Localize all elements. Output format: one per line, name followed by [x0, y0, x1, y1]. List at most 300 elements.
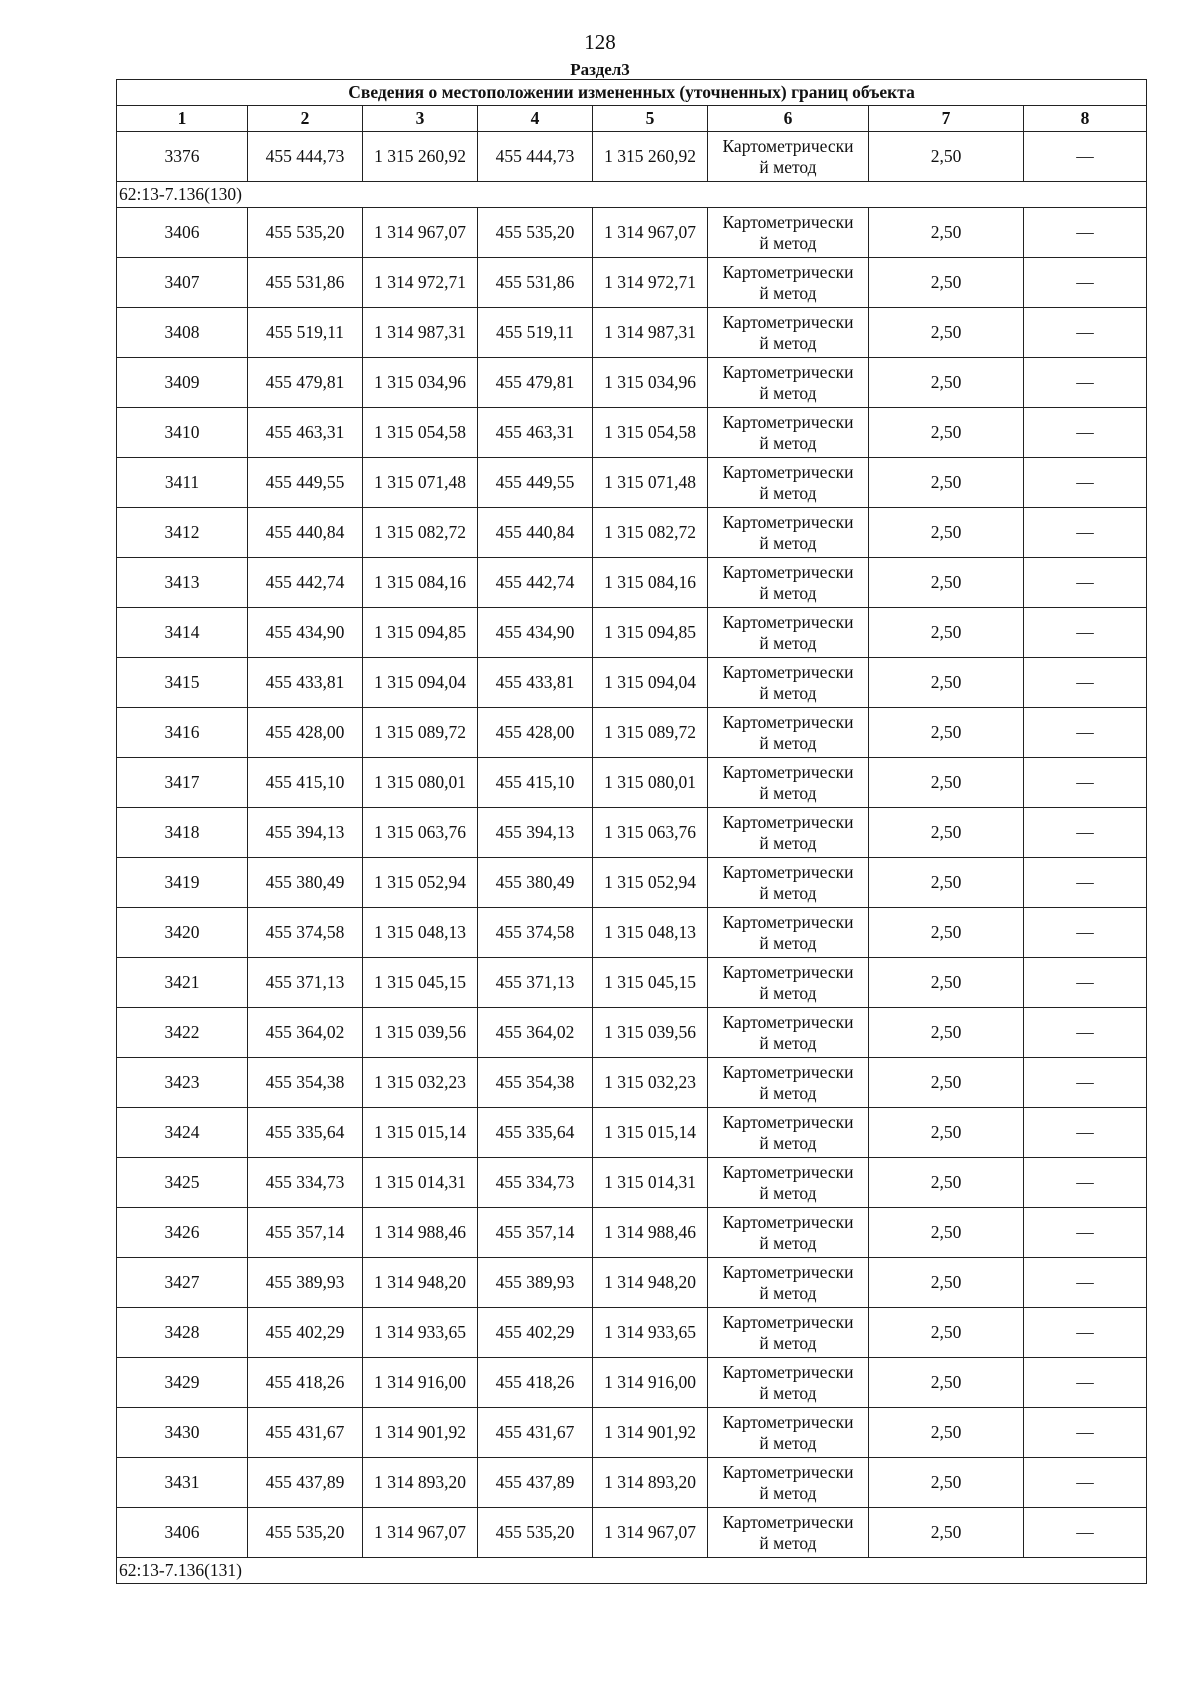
method-line-1: Картометрически — [722, 211, 854, 232]
method-line-1: Картометрически — [722, 1461, 854, 1482]
method-line-2: й метод — [759, 682, 817, 703]
method-line-1: Картометрически — [722, 611, 854, 632]
precision: 2,50 — [869, 1108, 1024, 1158]
y-new: 1 314 901,92 — [593, 1408, 708, 1458]
y-new: 1 315 094,04 — [593, 658, 708, 708]
y-old: 1 315 071,48 — [363, 458, 478, 508]
description-dash: — — [1024, 208, 1147, 258]
method-cell — [708, 1108, 869, 1158]
method-line-2: й метод — [759, 732, 817, 753]
method-cell — [708, 608, 869, 658]
description-dash: — — [1024, 258, 1147, 308]
point-number: 3419 — [117, 858, 248, 908]
method-line-1: Картометрически — [722, 911, 854, 932]
point-number: 3430 — [117, 1408, 248, 1458]
precision: 2,50 — [869, 458, 1024, 508]
method-line-2: й метод — [759, 1482, 817, 1503]
y-old: 1 314 967,07 — [363, 208, 478, 258]
precision: 2,50 — [869, 658, 1024, 708]
y-old: 1 315 089,72 — [363, 708, 478, 758]
x-new: 455 437,89 — [478, 1458, 593, 1508]
table-row — [117, 308, 1147, 358]
point-number: 3412 — [117, 508, 248, 558]
method-line-2: й метод — [759, 932, 817, 953]
method-cell — [708, 558, 869, 608]
method-line-2: й метод — [759, 632, 817, 653]
y-new: 1 314 916,00 — [593, 1358, 708, 1408]
method-line-2: й метод — [759, 1132, 817, 1153]
point-number: 3407 — [117, 258, 248, 308]
x-old: 455 415,10 — [248, 758, 363, 808]
method-line-2: й метод — [759, 332, 817, 353]
column-header-4: 4 — [478, 106, 593, 132]
y-old: 1 314 972,71 — [363, 258, 478, 308]
method-cell — [708, 1158, 869, 1208]
y-new: 1 315 260,92 — [593, 132, 708, 182]
method-line-2: й метод — [759, 382, 817, 403]
y-new: 1 314 972,71 — [593, 258, 708, 308]
x-new: 455 433,81 — [478, 658, 593, 708]
table-row — [117, 858, 1147, 908]
column-header-1: 1 — [117, 106, 248, 132]
x-old: 455 444,73 — [248, 132, 363, 182]
table-row — [117, 458, 1147, 508]
table-row — [117, 132, 1147, 182]
method-cell — [708, 132, 869, 182]
table-row — [117, 358, 1147, 408]
x-new: 455 449,55 — [478, 458, 593, 508]
x-new: 455 364,02 — [478, 1008, 593, 1058]
description-dash: — — [1024, 1358, 1147, 1408]
x-new: 455 357,14 — [478, 1208, 593, 1258]
x-new: 455 334,73 — [478, 1158, 593, 1208]
x-new: 455 394,13 — [478, 808, 593, 858]
precision: 2,50 — [869, 558, 1024, 608]
x-old: 455 437,89 — [248, 1458, 363, 1508]
precision: 2,50 — [869, 308, 1024, 358]
x-new: 455 463,31 — [478, 408, 593, 458]
x-old: 455 402,29 — [248, 1308, 363, 1358]
description-dash: — — [1024, 708, 1147, 758]
column-header-2: 2 — [248, 106, 363, 132]
precision: 2,50 — [869, 958, 1024, 1008]
y-old: 1 315 054,58 — [363, 408, 478, 458]
precision: 2,50 — [869, 408, 1024, 458]
method-cell — [708, 858, 869, 908]
method-line-1: Картометрически — [722, 135, 854, 156]
y-old: 1 315 045,15 — [363, 958, 478, 1008]
method-line-2: й метод — [759, 832, 817, 853]
point-number: 3409 — [117, 358, 248, 408]
method-line-1: Картометрически — [722, 961, 854, 982]
method-line-1: Картометрически — [722, 1311, 854, 1332]
x-new: 455 479,81 — [478, 358, 593, 408]
method-cell — [708, 1508, 869, 1558]
precision: 2,50 — [869, 908, 1024, 958]
table-row — [117, 1308, 1147, 1358]
method-line-1: Картометрически — [722, 1061, 854, 1082]
description-dash: — — [1024, 508, 1147, 558]
table-row — [117, 208, 1147, 258]
y-new: 1 314 988,46 — [593, 1208, 708, 1258]
y-new: 1 314 893,20 — [593, 1458, 708, 1508]
precision: 2,50 — [869, 1358, 1024, 1408]
method-line-1: Картометрически — [722, 1011, 854, 1032]
table-row — [117, 1058, 1147, 1108]
y-old: 1 314 893,20 — [363, 1458, 478, 1508]
x-old: 455 433,81 — [248, 658, 363, 708]
method-cell — [708, 458, 869, 508]
y-new: 1 315 034,96 — [593, 358, 708, 408]
method-line-2: й метод — [759, 1032, 817, 1053]
x-old: 455 431,67 — [248, 1408, 363, 1458]
point-number: 3424 — [117, 1108, 248, 1158]
method-line-2: й метод — [759, 1082, 817, 1103]
x-old: 455 418,26 — [248, 1358, 363, 1408]
table-row — [117, 408, 1147, 458]
x-old: 455 463,31 — [248, 408, 363, 458]
x-old: 455 371,13 — [248, 958, 363, 1008]
y-new: 1 315 080,01 — [593, 758, 708, 808]
y-old: 1 314 988,46 — [363, 1208, 478, 1258]
precision: 2,50 — [869, 708, 1024, 758]
description-dash: — — [1024, 1408, 1147, 1458]
point-number: 3431 — [117, 1458, 248, 1508]
x-old: 455 440,84 — [248, 508, 363, 558]
column-header-3: 3 — [363, 106, 478, 132]
description-dash: — — [1024, 1158, 1147, 1208]
y-new: 1 315 082,72 — [593, 508, 708, 558]
point-number: 3406 — [117, 1508, 248, 1558]
method-line-2: й метод — [759, 1532, 817, 1553]
method-cell — [708, 1008, 869, 1058]
x-new: 455 431,67 — [478, 1408, 593, 1458]
method-line-1: Картометрически — [722, 761, 854, 782]
method-line-2: й метод — [759, 482, 817, 503]
x-new: 455 335,64 — [478, 1108, 593, 1158]
table-row — [117, 258, 1147, 308]
x-old: 455 535,20 — [248, 1508, 363, 1558]
precision: 2,50 — [869, 608, 1024, 658]
x-old: 455 531,86 — [248, 258, 363, 308]
x-old: 455 535,20 — [248, 208, 363, 258]
y-old: 1 315 032,23 — [363, 1058, 478, 1108]
method-line-2: й метод — [759, 532, 817, 553]
description-dash: — — [1024, 808, 1147, 858]
y-new: 1 314 967,07 — [593, 1508, 708, 1558]
x-new: 455 442,74 — [478, 558, 593, 608]
y-new: 1 315 014,31 — [593, 1158, 708, 1208]
point-number: 3427 — [117, 1258, 248, 1308]
method-line-2: й метод — [759, 582, 817, 603]
description-dash: — — [1024, 132, 1147, 182]
point-number: 3422 — [117, 1008, 248, 1058]
description-dash: — — [1024, 1208, 1147, 1258]
description-dash: — — [1024, 1258, 1147, 1308]
description-dash: — — [1024, 1008, 1147, 1058]
description-dash: — — [1024, 758, 1147, 808]
y-new: 1 315 084,16 — [593, 558, 708, 608]
method-line-1: Картометрически — [722, 1261, 854, 1282]
y-old: 1 315 094,04 — [363, 658, 478, 708]
table-row — [117, 658, 1147, 708]
table-row — [117, 958, 1147, 1008]
table-row — [117, 508, 1147, 558]
point-number: 3415 — [117, 658, 248, 708]
y-old: 1 315 063,76 — [363, 808, 478, 858]
page-number: 128 — [584, 30, 616, 54]
y-new: 1 314 948,20 — [593, 1258, 708, 1308]
precision: 2,50 — [869, 508, 1024, 558]
description-dash: — — [1024, 558, 1147, 608]
table-row — [117, 1208, 1147, 1258]
parcel-group-row — [117, 1558, 1147, 1584]
parcel-number: 62:13-7.136(131) — [117, 1558, 1147, 1584]
y-new: 1 315 089,72 — [593, 708, 708, 758]
x-old: 455 354,38 — [248, 1058, 363, 1108]
method-line-2: й метод — [759, 782, 817, 803]
method-line-1: Картометрически — [722, 1161, 854, 1182]
precision: 2,50 — [869, 1208, 1024, 1258]
method-line-2: й метод — [759, 156, 817, 177]
method-line-2: й метод — [759, 982, 817, 1003]
point-number: 3416 — [117, 708, 248, 758]
y-old: 1 315 014,31 — [363, 1158, 478, 1208]
method-line-1: Картометрически — [722, 411, 854, 432]
method-line-2: й метод — [759, 1432, 817, 1453]
method-cell — [708, 1408, 869, 1458]
method-cell — [708, 358, 869, 408]
table-row — [117, 1008, 1147, 1058]
column-header-5: 5 — [593, 106, 708, 132]
x-old: 455 394,13 — [248, 808, 363, 858]
precision: 2,50 — [869, 1508, 1024, 1558]
method-line-2: й метод — [759, 1182, 817, 1203]
x-new: 455 444,73 — [478, 132, 593, 182]
y-new: 1 315 052,94 — [593, 858, 708, 908]
precision: 2,50 — [869, 1308, 1024, 1358]
x-new: 455 402,29 — [478, 1308, 593, 1358]
precision: 2,50 — [869, 1408, 1024, 1458]
method-line-1: Картометрически — [722, 861, 854, 882]
precision: 2,50 — [869, 258, 1024, 308]
x-new: 455 371,13 — [478, 958, 593, 1008]
method-line-2: й метод — [759, 1382, 817, 1403]
description-dash: — — [1024, 908, 1147, 958]
y-new: 1 314 933,65 — [593, 1308, 708, 1358]
point-number: 3406 — [117, 208, 248, 258]
x-new: 455 418,26 — [478, 1358, 593, 1408]
description-dash: — — [1024, 1058, 1147, 1108]
point-number: 3420 — [117, 908, 248, 958]
table-row — [117, 1458, 1147, 1508]
y-new: 1 315 032,23 — [593, 1058, 708, 1108]
description-dash: — — [1024, 858, 1147, 908]
method-line-2: й метод — [759, 1332, 817, 1353]
method-line-1: Картометрически — [722, 1361, 854, 1382]
method-cell — [708, 808, 869, 858]
point-number: 3414 — [117, 608, 248, 658]
method-line-2: й метод — [759, 232, 817, 253]
y-new: 1 315 054,58 — [593, 408, 708, 458]
description-dash: — — [1024, 608, 1147, 658]
y-old: 1 314 967,07 — [363, 1508, 478, 1558]
x-new: 455 535,20 — [478, 1508, 593, 1558]
method-cell — [708, 1458, 869, 1508]
method-line-1: Картометрически — [722, 361, 854, 382]
point-number: 3411 — [117, 458, 248, 508]
method-line-2: й метод — [759, 432, 817, 453]
boundary-coordinates-table — [116, 79, 1147, 1584]
description-dash: — — [1024, 1108, 1147, 1158]
point-number: 3423 — [117, 1058, 248, 1108]
method-cell — [708, 708, 869, 758]
method-cell — [708, 208, 869, 258]
method-cell — [708, 658, 869, 708]
table-body — [117, 132, 1147, 1584]
table-caption: Сведения о местоположении измененных (уточненных) границ объекта — [117, 80, 1147, 106]
method-cell — [708, 508, 869, 558]
y-new: 1 315 039,56 — [593, 1008, 708, 1058]
column-header-row — [117, 106, 1147, 132]
x-new: 455 535,20 — [478, 208, 593, 258]
description-dash: — — [1024, 1508, 1147, 1558]
x-new: 455 440,84 — [478, 508, 593, 558]
table-row — [117, 1358, 1147, 1408]
x-old: 455 374,58 — [248, 908, 363, 958]
description-dash: — — [1024, 658, 1147, 708]
column-header-6: 6 — [708, 106, 869, 132]
method-cell — [708, 1258, 869, 1308]
table-row — [117, 1258, 1147, 1308]
x-old: 455 434,90 — [248, 608, 363, 658]
precision: 2,50 — [869, 1058, 1024, 1108]
x-old: 455 449,55 — [248, 458, 363, 508]
y-old: 1 315 015,14 — [363, 1108, 478, 1158]
x-old: 455 334,73 — [248, 1158, 363, 1208]
y-new: 1 315 071,48 — [593, 458, 708, 508]
point-number: 3428 — [117, 1308, 248, 1358]
method-cell — [708, 1308, 869, 1358]
method-line-1: Картометрически — [722, 511, 854, 532]
y-old: 1 315 039,56 — [363, 1008, 478, 1058]
table-row — [117, 758, 1147, 808]
table-row — [117, 708, 1147, 758]
method-line-1: Картометрически — [722, 661, 854, 682]
y-old: 1 315 082,72 — [363, 508, 478, 558]
x-new: 455 531,86 — [478, 258, 593, 308]
method-cell — [708, 258, 869, 308]
x-new: 455 434,90 — [478, 608, 593, 658]
y-old: 1 315 034,96 — [363, 358, 478, 408]
precision: 2,50 — [869, 1158, 1024, 1208]
precision: 2,50 — [869, 758, 1024, 808]
precision: 2,50 — [869, 858, 1024, 908]
table-row — [117, 558, 1147, 608]
point-number: 3408 — [117, 308, 248, 358]
y-old: 1 315 080,01 — [363, 758, 478, 808]
method-line-1: Картометрически — [722, 1211, 854, 1232]
method-line-1: Картометрически — [722, 461, 854, 482]
method-cell — [708, 1358, 869, 1408]
description-dash: — — [1024, 958, 1147, 1008]
method-line-1: Картометрически — [722, 711, 854, 732]
precision: 2,50 — [869, 808, 1024, 858]
method-line-2: й метод — [759, 1232, 817, 1253]
x-old: 455 389,93 — [248, 1258, 363, 1308]
point-number: 3421 — [117, 958, 248, 1008]
point-number: 3426 — [117, 1208, 248, 1258]
column-header-8: 8 — [1024, 106, 1147, 132]
table-row — [117, 608, 1147, 658]
precision: 2,50 — [869, 1458, 1024, 1508]
y-old: 1 314 901,92 — [363, 1408, 478, 1458]
x-new: 455 354,38 — [478, 1058, 593, 1108]
method-line-1: Картометрически — [722, 311, 854, 332]
description-dash: — — [1024, 1308, 1147, 1358]
table-row — [117, 908, 1147, 958]
description-dash: — — [1024, 1458, 1147, 1508]
x-old: 455 442,74 — [248, 558, 363, 608]
method-line-1: Картометрически — [722, 811, 854, 832]
y-old: 1 315 094,85 — [363, 608, 478, 658]
point-number: 3429 — [117, 1358, 248, 1408]
point-number: 3418 — [117, 808, 248, 858]
x-new: 455 380,49 — [478, 858, 593, 908]
table-row — [117, 808, 1147, 858]
x-new: 455 519,11 — [478, 308, 593, 358]
method-line-2: й метод — [759, 882, 817, 903]
x-old: 455 479,81 — [248, 358, 363, 408]
y-old: 1 314 948,20 — [363, 1258, 478, 1308]
y-new: 1 315 094,85 — [593, 608, 708, 658]
method-cell — [708, 408, 869, 458]
method-line-1: Картометрически — [722, 561, 854, 582]
y-new: 1 315 063,76 — [593, 808, 708, 858]
method-line-1: Картометрически — [722, 261, 854, 282]
parcel-group-row — [117, 182, 1147, 208]
description-dash: — — [1024, 458, 1147, 508]
y-old: 1 315 048,13 — [363, 908, 478, 958]
x-new: 455 389,93 — [478, 1258, 593, 1308]
y-new: 1 314 967,07 — [593, 208, 708, 258]
x-old: 455 428,00 — [248, 708, 363, 758]
y-old: 1 314 916,00 — [363, 1358, 478, 1408]
method-line-1: Картометрически — [722, 1511, 854, 1532]
precision: 2,50 — [869, 208, 1024, 258]
method-cell — [708, 308, 869, 358]
point-number: 3413 — [117, 558, 248, 608]
y-old: 1 315 260,92 — [363, 132, 478, 182]
y-old: 1 314 933,65 — [363, 1308, 478, 1358]
table-row — [117, 1158, 1147, 1208]
y-new: 1 315 048,13 — [593, 908, 708, 958]
x-old: 455 364,02 — [248, 1008, 363, 1058]
y-new: 1 315 015,14 — [593, 1108, 708, 1158]
x-old: 455 519,11 — [248, 308, 363, 358]
precision: 2,50 — [869, 1008, 1024, 1058]
method-line-1: Картометрически — [722, 1111, 854, 1132]
table-row — [117, 1508, 1147, 1558]
method-line-2: й метод — [759, 1282, 817, 1303]
method-cell — [708, 1058, 869, 1108]
x-new: 455 415,10 — [478, 758, 593, 808]
method-cell — [708, 758, 869, 808]
parcel-number: 62:13-7.136(130) — [117, 182, 1147, 208]
x-old: 455 335,64 — [248, 1108, 363, 1158]
description-dash: — — [1024, 308, 1147, 358]
table-row — [117, 1108, 1147, 1158]
